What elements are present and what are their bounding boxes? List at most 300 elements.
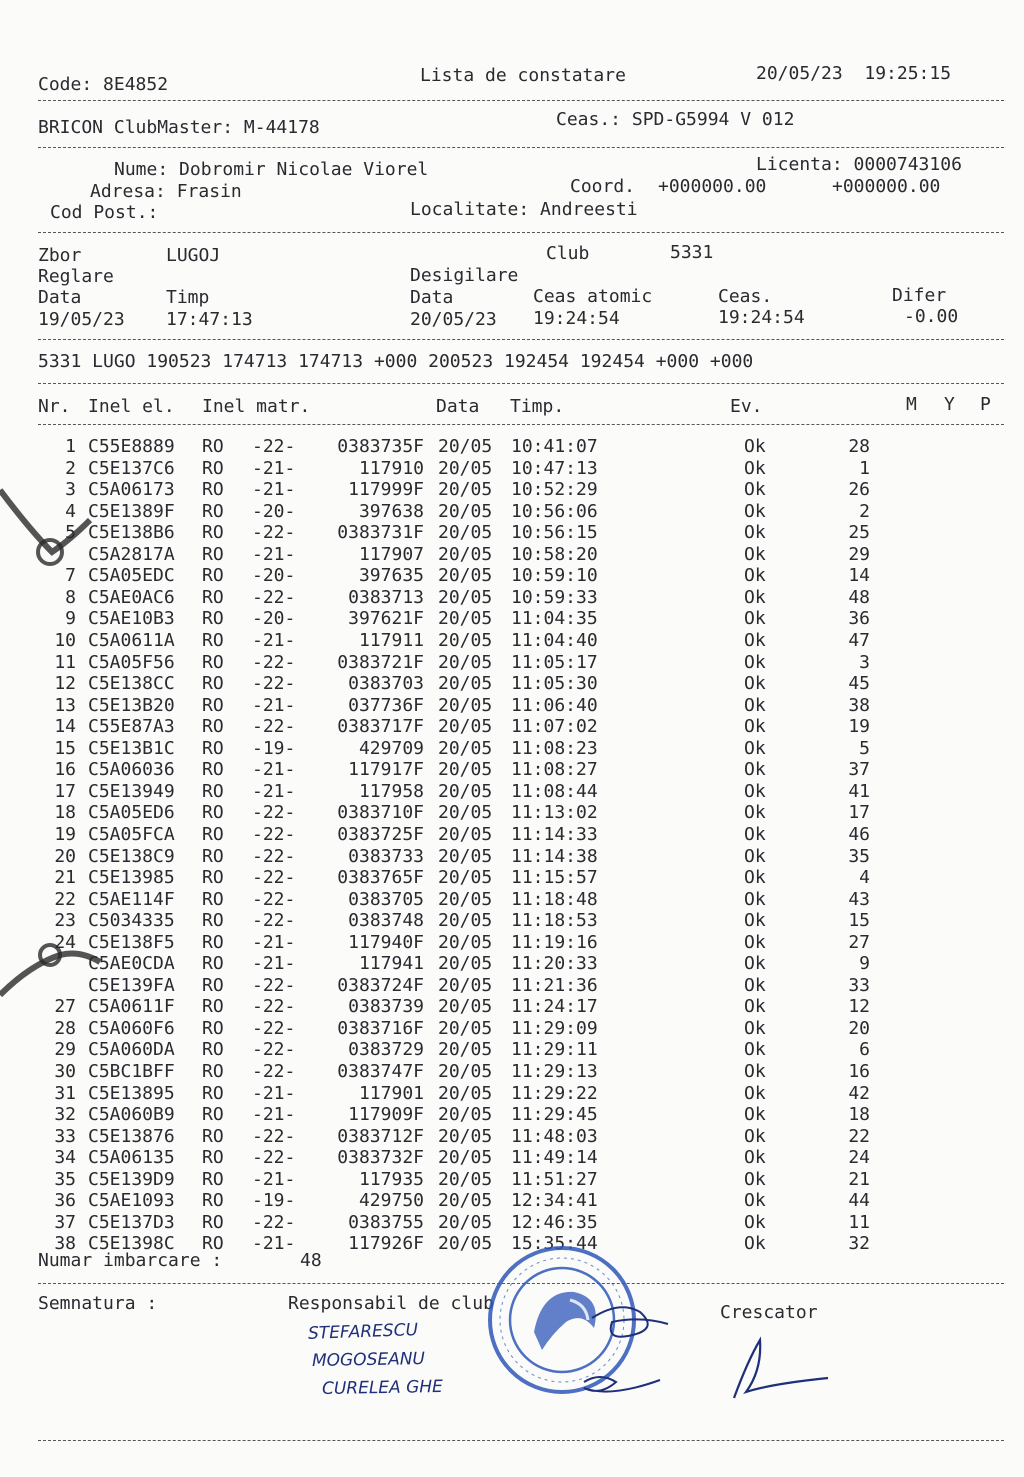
arrival-date: 20/05 (438, 716, 493, 738)
electronic-ring: C5BC1BFF (88, 1061, 175, 1082)
event-status: Ok (744, 716, 766, 738)
electronic-ring: C5E138C9 (88, 845, 175, 867)
arrival-time: 11:05:17 (511, 651, 598, 673)
country-code: RO (202, 457, 224, 479)
registration-ring: 0383712F (337, 1125, 424, 1147)
arrival-time: 12:46:35 (511, 1211, 598, 1233)
clock-time: 19:24:54 (718, 307, 805, 328)
row-number: 19 (54, 823, 76, 845)
position: 44 (848, 1190, 870, 1212)
registration-ring: 0383732F (337, 1147, 424, 1169)
position: 45 (848, 673, 870, 694)
position: 9 (859, 953, 870, 975)
arrival-date: 20/05 (438, 974, 493, 996)
registration-ring: 429709 (358, 737, 424, 759)
table-row (0, 523, 1024, 544)
setting-date: 19/05/23 (38, 309, 125, 330)
ring-year: -21- (252, 1233, 296, 1255)
electronic-ring: C5A060DA (88, 1039, 175, 1061)
country-code: RO (202, 1125, 224, 1147)
event-status: Ok (744, 1082, 766, 1104)
row-number: 33 (54, 1125, 76, 1147)
position: 42 (848, 1082, 870, 1104)
electronic-ring: C5E1389F (88, 500, 175, 522)
arrival-time: 10:52:29 (511, 479, 598, 501)
arrival-time: 11:29:45 (511, 1104, 598, 1126)
position: 46 (848, 823, 870, 845)
column-registration-ring: Inel matr. (202, 396, 311, 417)
electronic-ring: C5E138F5 (88, 931, 175, 953)
breeder-label: Crescator (720, 1302, 818, 1323)
electronic-ring: C5E139D9 (88, 1168, 175, 1190)
position: 4 (859, 867, 870, 888)
row-number: 38 (54, 1233, 76, 1255)
position: 16 (848, 1061, 870, 1082)
unsealing-label: Desigilare (410, 265, 519, 286)
ring-year: -22- (252, 845, 296, 867)
ring-year: -21- (252, 630, 296, 651)
arrival-time: 11:06:40 (511, 694, 598, 716)
position: 17 (848, 802, 870, 824)
registration-ring: 0383755 (348, 1211, 424, 1233)
arrival-date: 20/05 (438, 1104, 493, 1126)
electronic-ring: C5A0611A (88, 630, 175, 651)
electronic-ring: C5E13B20 (88, 694, 175, 716)
arrival-time: 11:07:02 (511, 716, 598, 738)
signature-label: Semnatura : (38, 1293, 158, 1314)
arrival-time: 11:04:40 (511, 630, 598, 651)
row-number: 10 (54, 630, 76, 651)
position: 14 (848, 565, 870, 587)
event-status: Ok (744, 1211, 766, 1233)
arrival-time: 10:41:07 (511, 436, 598, 457)
arrival-date: 20/05 (438, 845, 493, 867)
arrival-time: 11:18:53 (511, 910, 598, 932)
arrival-time: 10:56:06 (511, 500, 598, 522)
table-row (0, 933, 1024, 954)
country-code: RO (202, 1082, 224, 1104)
registration-ring: 0383724F (337, 974, 424, 996)
table-row (0, 1170, 1024, 1191)
event-status: Ok (744, 802, 766, 824)
ring-year: -22- (252, 522, 296, 544)
event-status: Ok (744, 1147, 766, 1169)
arrival-time: 11:08:44 (511, 780, 598, 802)
country-code: RO (202, 759, 224, 781)
arrival-date: 20/05 (438, 1211, 493, 1233)
ring-year: -22- (252, 1017, 296, 1039)
event-status: Ok (744, 630, 766, 651)
table-row (0, 696, 1024, 717)
locality: Localitate: Andreesti (410, 199, 638, 220)
row-number: 36 (54, 1190, 76, 1212)
arrival-time: 10:59:33 (511, 586, 598, 608)
arrival-time: 11:14:33 (511, 823, 598, 845)
arrival-date: 20/05 (438, 479, 493, 501)
row-number: 17 (54, 780, 76, 802)
electronic-ring: C5A05EDC (88, 565, 175, 587)
table-row (0, 1040, 1024, 1061)
row-number: 12 (54, 673, 76, 694)
row-number: 16 (54, 759, 76, 781)
registration-ring: 0383731F (337, 522, 424, 544)
electronic-ring: C5A05F56 (88, 651, 175, 673)
ring-year: -21- (252, 953, 296, 975)
position: 47 (848, 630, 870, 651)
registration-ring: 117909F (348, 1104, 424, 1126)
owner-address: Adresa: Frasin (90, 181, 242, 202)
handwritten-name-3: CURELEA GHE (321, 1376, 443, 1400)
event-status: Ok (744, 436, 766, 457)
column-m: M (906, 394, 917, 415)
event-status: Ok (744, 651, 766, 673)
atomic-clock-time: 19:24:54 (533, 308, 620, 329)
ring-year: -22- (252, 1147, 296, 1169)
arrival-time: 11:08:27 (511, 759, 598, 781)
country-code: RO (202, 845, 224, 867)
table-row (0, 890, 1024, 911)
country-code: RO (202, 694, 224, 716)
ring-year: -22- (252, 888, 296, 910)
event-status: Ok (744, 845, 766, 867)
registration-ring: 0383717F (337, 716, 424, 738)
electronic-ring: C5E138B6 (88, 522, 175, 544)
table-row (0, 1084, 1024, 1105)
arrival-date: 20/05 (438, 737, 493, 759)
arrival-time: 11:29:09 (511, 1017, 598, 1039)
country-code: RO (202, 1104, 224, 1126)
boarding-count: 48 (300, 1250, 322, 1271)
row-number: 7 (65, 565, 76, 587)
event-status: Ok (744, 759, 766, 781)
ring-year: -21- (252, 543, 296, 565)
electronic-ring: C5034335 (88, 910, 175, 932)
ring-year: -20- (252, 608, 296, 630)
table-row (0, 480, 1024, 501)
electronic-ring: C5E137C6 (88, 457, 175, 479)
arrival-date: 20/05 (438, 780, 493, 802)
license-number: Licenta: 0000743106 (756, 154, 962, 175)
event-status: Ok (744, 780, 766, 802)
table-row (0, 782, 1024, 803)
document-code: Code: 8E4852 (38, 74, 169, 95)
event-status: Ok (744, 1168, 766, 1190)
ring-year: -20- (252, 565, 296, 587)
table-row (0, 868, 1024, 889)
country-code: RO (202, 888, 224, 910)
arrival-time: 11:51:27 (511, 1168, 598, 1190)
electronic-ring: C5A06135 (88, 1147, 175, 1169)
event-status: Ok (744, 931, 766, 953)
row-number: 34 (54, 1147, 76, 1169)
registration-ring: 117911 (358, 630, 424, 651)
difference-label: Difer (892, 285, 947, 306)
country-code: RO (202, 500, 224, 522)
ring-year: -22- (252, 1211, 296, 1233)
difference-value: -0.00 (904, 306, 959, 327)
arrival-date: 20/05 (438, 1190, 493, 1212)
row-number: 11 (54, 651, 76, 673)
electronic-ring: C55E87A3 (88, 716, 175, 738)
row-number: 28 (54, 1017, 76, 1039)
position: 32 (848, 1233, 870, 1255)
ring-year: -22- (252, 586, 296, 608)
flight-label: Zbor (38, 245, 82, 266)
divider (38, 424, 1004, 425)
table-row (0, 1062, 1024, 1083)
ring-year: -22- (252, 823, 296, 845)
event-status: Ok (744, 953, 766, 975)
registration-ring: 037736F (348, 694, 424, 716)
event-status: Ok (744, 1233, 766, 1255)
registration-ring: 117907 (358, 543, 424, 565)
table-row (0, 1019, 1024, 1040)
registration-ring: 117958 (358, 780, 424, 802)
event-status: Ok (744, 823, 766, 845)
row-number: 35 (54, 1168, 76, 1190)
position: 27 (848, 931, 870, 953)
position: 19 (848, 716, 870, 738)
clock-id: Ceas.: SPD-G5994 V 012 (556, 109, 795, 130)
row-number: 18 (54, 802, 76, 824)
registration-ring: 0383716F (337, 1017, 424, 1039)
registration-ring: 117901 (358, 1082, 424, 1104)
arrival-date: 20/05 (438, 953, 493, 975)
electronic-ring: C5E139FA (88, 974, 175, 996)
event-status: Ok (744, 974, 766, 996)
table-row (0, 1213, 1024, 1234)
arrival-date: 20/05 (438, 1147, 493, 1169)
event-status: Ok (744, 673, 766, 694)
electronic-ring: C5E13876 (88, 1125, 175, 1147)
arrival-date: 20/05 (438, 823, 493, 845)
event-status: Ok (744, 1190, 766, 1212)
arrival-time: 11:08:23 (511, 737, 598, 759)
arrival-time: 11:14:38 (511, 845, 598, 867)
event-status: Ok (744, 608, 766, 630)
ring-year: -22- (252, 436, 296, 457)
event-status: Ok (744, 1104, 766, 1126)
row-number: 31 (54, 1082, 76, 1104)
arrival-date: 20/05 (438, 1168, 493, 1190)
table-row (0, 760, 1024, 781)
registration-ring: 0383747F (337, 1061, 424, 1082)
arrival-time: 11:18:48 (511, 888, 598, 910)
registration-ring: 0383729 (348, 1039, 424, 1061)
table-row (0, 1191, 1024, 1212)
arrival-time: 11:05:30 (511, 673, 598, 694)
arrival-date: 20/05 (438, 565, 493, 587)
row-number: 22 (54, 888, 76, 910)
table-row (0, 1148, 1024, 1169)
ring-year: -21- (252, 457, 296, 479)
arrival-date: 20/05 (438, 630, 493, 651)
country-code: RO (202, 565, 224, 587)
event-status: Ok (744, 500, 766, 522)
registration-ring: 0383725F (337, 823, 424, 845)
divider (38, 339, 1004, 340)
postal-code: Cod Post.: (50, 202, 159, 223)
coord-latitude: +000000.00 (658, 176, 767, 197)
position: 37 (848, 759, 870, 781)
coord-longitude: +000000.00 (832, 176, 941, 197)
electronic-ring: C5A06173 (88, 479, 175, 501)
position: 15 (848, 910, 870, 932)
event-status: Ok (744, 1017, 766, 1039)
electronic-ring: C5A05ED6 (88, 802, 175, 824)
electronic-ring: C5E137D3 (88, 1211, 175, 1233)
table-row (0, 911, 1024, 932)
club-responsible-label: Responsabil de club (288, 1293, 494, 1314)
ring-year: -19- (252, 1190, 296, 1212)
arrival-date: 20/05 (438, 500, 493, 522)
row-number: 8 (65, 586, 76, 608)
position: 11 (848, 1211, 870, 1233)
electronic-ring: C5A05FCA (88, 823, 175, 845)
position: 26 (848, 479, 870, 501)
country-code: RO (202, 1017, 224, 1039)
table-row (0, 609, 1024, 630)
ring-year: -21- (252, 780, 296, 802)
divider (38, 232, 1004, 233)
arrival-date: 20/05 (438, 888, 493, 910)
row-number: 15 (54, 737, 76, 759)
registration-ring: 0383713 (348, 586, 424, 608)
setting-label: Reglare (38, 266, 114, 287)
position: 28 (848, 436, 870, 457)
country-code: RO (202, 673, 224, 694)
electronic-ring: C5E138CC (88, 673, 175, 694)
registration-ring: 117926F (348, 1233, 424, 1255)
arrival-date: 20/05 (438, 586, 493, 608)
arrival-date: 20/05 (438, 608, 493, 630)
country-code: RO (202, 1147, 224, 1169)
registration-ring: 0383748 (348, 910, 424, 932)
table-row (0, 437, 1024, 458)
ring-year: -20- (252, 500, 296, 522)
arrival-time: 11:29:11 (511, 1039, 598, 1061)
electronic-ring: C5E1398C (88, 1233, 175, 1255)
position: 1 (859, 457, 870, 479)
row-number: 21 (54, 867, 76, 888)
row-number: 4 (65, 500, 76, 522)
registration-ring: 117910 (358, 457, 424, 479)
registration-ring: 0383733 (348, 845, 424, 867)
table-row (0, 1127, 1024, 1148)
position: 2 (859, 500, 870, 522)
ring-year: -19- (252, 737, 296, 759)
electronic-ring: C5E13949 (88, 780, 175, 802)
table-row (0, 1105, 1024, 1126)
arrival-date: 20/05 (438, 802, 493, 824)
ring-year: -21- (252, 1104, 296, 1126)
ring-year: -21- (252, 931, 296, 953)
column-nr: Nr. (38, 396, 71, 417)
ring-year: -21- (252, 1082, 296, 1104)
country-code: RO (202, 1039, 224, 1061)
table-row (0, 653, 1024, 674)
event-status: Ok (744, 1061, 766, 1082)
divider (38, 147, 1004, 148)
position: 25 (848, 522, 870, 544)
table-row (0, 566, 1024, 587)
arrival-date: 20/05 (438, 1233, 493, 1255)
ring-year: -22- (252, 1039, 296, 1061)
row-number: 24 (54, 931, 76, 953)
row-number: 32 (54, 1104, 76, 1126)
registration-ring: 429750 (358, 1190, 424, 1212)
column-p: P (980, 394, 991, 415)
country-code: RO (202, 479, 224, 501)
position: 18 (848, 1104, 870, 1126)
ring-year: -22- (252, 910, 296, 932)
ring-year: -22- (252, 974, 296, 996)
registration-ring: 0383721F (337, 651, 424, 673)
event-status: Ok (744, 1039, 766, 1061)
arrival-date: 20/05 (438, 1061, 493, 1082)
club-label: Club (546, 243, 590, 264)
handwritten-name-1: STEFARESCU (307, 1320, 419, 1344)
arrival-date: 20/05 (438, 522, 493, 544)
flight-location: LUGOJ (166, 245, 221, 266)
arrival-time: 15:35:44 (511, 1233, 598, 1255)
arrival-time: 10:59:10 (511, 565, 598, 587)
electronic-ring: C5AE10B3 (88, 608, 175, 630)
arrival-time: 11:29:22 (511, 1082, 598, 1104)
position: 33 (848, 974, 870, 996)
registration-ring: 0383735F (337, 436, 424, 457)
arrival-time: 11:15:57 (511, 867, 598, 888)
arrival-date: 20/05 (438, 867, 493, 888)
registration-ring: 397638 (358, 500, 424, 522)
club-stamp-icon (482, 1240, 642, 1400)
coord-label: Coord. (570, 176, 636, 197)
column-time: Timp. (510, 396, 565, 417)
arrival-date: 20/05 (438, 931, 493, 953)
divider (38, 1440, 1004, 1441)
column-event: Ev. (730, 396, 763, 417)
arrival-time: 11:20:33 (511, 953, 598, 975)
setting-time-label: Timp (166, 287, 210, 308)
event-status: Ok (744, 479, 766, 501)
registration-ring: 117935 (358, 1168, 424, 1190)
ring-year: -22- (252, 673, 296, 694)
club-number: 5331 (670, 242, 714, 263)
registration-ring: 117941 (358, 953, 424, 975)
arrival-time: 11:48:03 (511, 1125, 598, 1147)
arrival-time: 11:29:13 (511, 1061, 598, 1082)
ring-year: -22- (252, 996, 296, 1018)
ring-year: -22- (252, 1125, 296, 1147)
registration-ring: 0383705 (348, 888, 424, 910)
event-status: Ok (744, 543, 766, 565)
arrival-time: 11:21:36 (511, 974, 598, 996)
event-status: Ok (744, 586, 766, 608)
row-number: 37 (54, 1211, 76, 1233)
electronic-ring: C5E13985 (88, 867, 175, 888)
handwritten-name-2: MOGOSEANU (311, 1349, 426, 1371)
table-row (0, 545, 1024, 566)
arrival-date: 20/05 (438, 694, 493, 716)
country-code: RO (202, 953, 224, 975)
arrival-time: 10:47:13 (511, 457, 598, 479)
position: 20 (848, 1017, 870, 1039)
table-row (0, 502, 1024, 523)
position: 43 (848, 888, 870, 910)
country-code: RO (202, 716, 224, 738)
arrival-date: 20/05 (438, 543, 493, 565)
arrival-date: 20/05 (438, 1039, 493, 1061)
